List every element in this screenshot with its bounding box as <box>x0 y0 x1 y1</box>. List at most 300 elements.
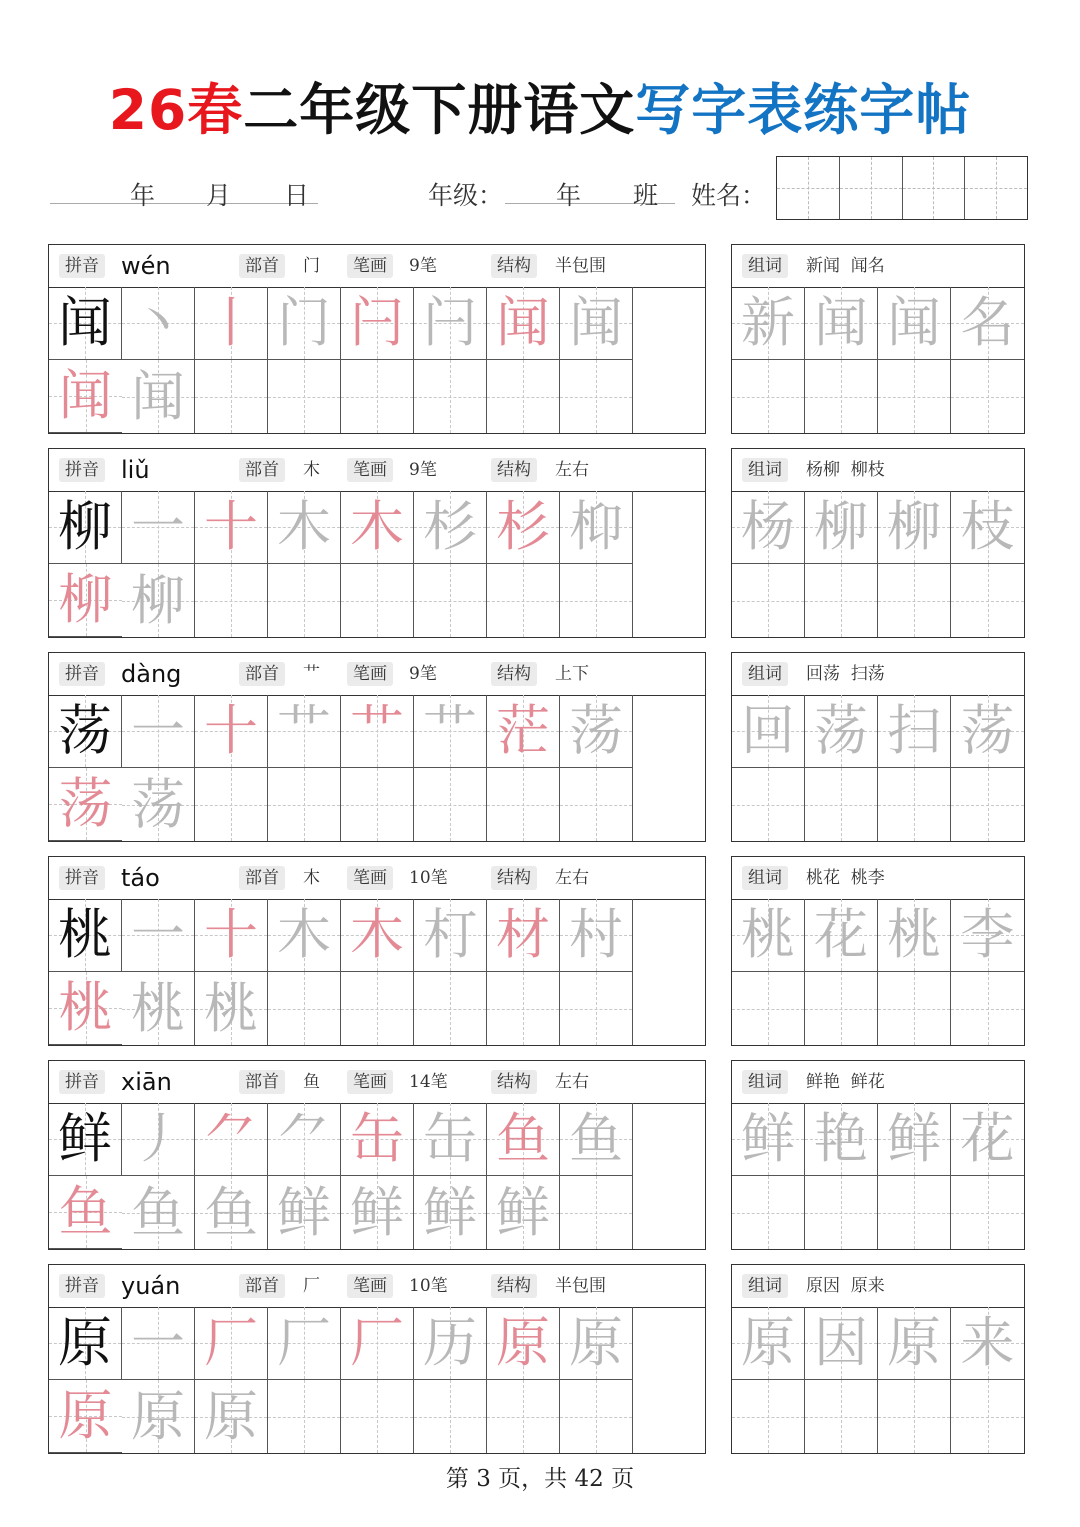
word-info-header <box>732 245 1024 288</box>
stroke-order-step: 艹 <box>350 699 404 762</box>
writing-cell[interactable] <box>414 768 487 841</box>
writing-cell[interactable] <box>268 899 341 972</box>
writing-cell[interactable] <box>560 564 633 637</box>
structure-tag: 结构 <box>491 662 537 686</box>
writing-cell[interactable] <box>268 287 341 360</box>
trace-character: 鲜 <box>496 1180 550 1244</box>
word-block <box>731 244 1025 434</box>
writing-cell[interactable] <box>195 360 268 433</box>
structure-tag: 结构 <box>491 866 537 890</box>
pinyin-tag: 拼音 <box>59 866 105 890</box>
writing-cell[interactable] <box>560 695 633 768</box>
model-character: 原 <box>58 1311 112 1374</box>
writing-cell[interactable] <box>268 360 341 433</box>
writing-cell[interactable] <box>268 1103 341 1176</box>
stroke-order-step: 材 <box>496 903 550 966</box>
word-trace-character: 扫 <box>887 699 941 762</box>
writing-cell[interactable] <box>122 695 195 768</box>
writing-cell[interactable] <box>487 491 560 564</box>
writing-cell[interactable] <box>414 1103 487 1176</box>
writing-cell[interactable] <box>805 695 878 768</box>
stroke-order-step: 闻 <box>58 364 113 427</box>
structure-tag: 结构 <box>491 1070 537 1094</box>
word-trace-character: 枝 <box>960 495 1015 558</box>
stroke-order-step: 木 <box>277 495 331 558</box>
stroke-order-step: 缶 <box>350 1107 404 1170</box>
structure-value: 半包围 <box>555 1276 606 1296</box>
structure-value: 左右 <box>555 460 589 480</box>
stroke-order-step: 杉 <box>423 495 477 558</box>
stroke-order-step: 枊 <box>569 495 623 558</box>
words-tag: 组词 <box>742 254 788 278</box>
words-value: 原因 原来 <box>806 1276 885 1296</box>
stroke-order-step: 丶 <box>131 291 185 354</box>
grade-label: 年级： <box>428 181 504 210</box>
writing-cell[interactable] <box>487 972 560 1045</box>
writing-cell[interactable] <box>341 491 414 564</box>
character-block <box>48 1060 706 1250</box>
tianzige-grid <box>49 899 633 1045</box>
writing-cell[interactable] <box>487 564 560 637</box>
month-label: 月 <box>206 181 232 210</box>
pinyin-tag: 拼音 <box>59 458 105 482</box>
structure-value: 上下 <box>555 664 589 684</box>
trace-character: 桃 <box>204 976 258 1040</box>
strokes-tag: 笔画 <box>347 458 393 482</box>
writing-cell[interactable] <box>732 1176 805 1249</box>
stroke-order-step: 木 <box>277 903 331 966</box>
writing-cell[interactable] <box>122 768 195 841</box>
trace-character: 鱼 <box>204 1180 258 1244</box>
pinyin-value: táo <box>121 864 160 892</box>
structure-value: 左右 <box>555 1072 589 1092</box>
character-info-header <box>49 245 705 288</box>
stroke-order-step: 厂 <box>277 1311 331 1374</box>
trace-character: 鲜 <box>350 1180 404 1244</box>
word-trace-character: 闻 <box>814 291 868 354</box>
writing-cell[interactable] <box>560 491 633 564</box>
stroke-order-step: 一 <box>131 699 185 762</box>
stroke-order-step: 一 <box>131 1311 185 1374</box>
name-cell[interactable] <box>903 157 966 219</box>
writing-cell[interactable] <box>878 1307 951 1380</box>
writing-cell[interactable] <box>268 768 341 841</box>
writing-cell[interactable] <box>195 287 268 360</box>
character-block <box>48 244 706 434</box>
writing-cell[interactable] <box>341 899 414 972</box>
word-grid <box>732 1103 1024 1249</box>
word-trace-character: 艳 <box>814 1107 868 1170</box>
strokes-tag: 笔画 <box>347 662 393 686</box>
model-character: 闻 <box>58 291 112 354</box>
word-trace-character: 原 <box>741 1311 795 1374</box>
word-trace-character: 柳 <box>814 495 868 558</box>
word-block <box>731 1264 1025 1454</box>
class-label: 班 <box>633 181 659 210</box>
word-grid <box>732 695 1024 841</box>
writing-cell[interactable] <box>951 768 1024 841</box>
writing-cell[interactable] <box>951 564 1024 637</box>
word-trace-character: 荡 <box>814 699 868 762</box>
writing-cell[interactable] <box>49 287 122 360</box>
writing-cell[interactable] <box>414 1307 487 1380</box>
writing-cell[interactable] <box>122 972 195 1045</box>
writing-cell[interactable] <box>341 564 414 637</box>
words-value: 回荡 扫荡 <box>806 664 885 684</box>
writing-cell[interactable] <box>878 564 951 637</box>
model-character: 柳 <box>58 495 112 558</box>
writing-cell[interactable] <box>341 972 414 1045</box>
strokes-value: 9笔 <box>409 664 437 684</box>
strokes-value: 10笔 <box>409 868 448 888</box>
word-trace-character: 桃 <box>887 903 941 966</box>
radical-tag: 部首 <box>239 1274 285 1298</box>
stroke-order-step: 艹 <box>423 699 477 762</box>
writing-cell[interactable] <box>732 1103 805 1176</box>
writing-cell[interactable] <box>805 1380 878 1453</box>
writing-cell[interactable] <box>341 287 414 360</box>
title-part-blue: 写字表练字帖 <box>635 78 972 142</box>
pinyin-value: liǔ <box>121 456 150 484</box>
word-block <box>731 448 1025 638</box>
character-block <box>48 652 706 842</box>
writing-cell[interactable] <box>414 360 487 433</box>
writing-cell[interactable] <box>195 564 268 637</box>
writing-cell[interactable] <box>487 768 560 841</box>
tianzige-grid <box>49 695 633 841</box>
word-grid <box>732 899 1024 1045</box>
writing-cell[interactable] <box>195 972 268 1045</box>
word-trace-character: 因 <box>814 1311 868 1374</box>
title-part-black: 二年级下册语文 <box>243 78 636 142</box>
writing-cell[interactable] <box>414 287 487 360</box>
writing-cell[interactable] <box>341 1380 414 1453</box>
writing-cell[interactable] <box>951 1103 1024 1176</box>
radical-value: 鱼 <box>303 1072 320 1092</box>
stroke-order-step: 缶 <box>423 1107 477 1170</box>
stroke-order-step: 柳 <box>58 568 113 631</box>
writing-cell[interactable] <box>878 287 951 360</box>
writing-cell[interactable] <box>805 360 878 433</box>
writing-cell[interactable] <box>951 287 1024 360</box>
word-info-header <box>732 653 1024 696</box>
tianzige-grid <box>49 1307 633 1453</box>
stroke-order-step: 原 <box>569 1311 623 1374</box>
tianzige-grid <box>49 287 633 433</box>
trace-character: 鱼 <box>131 1180 185 1244</box>
character-block <box>48 448 706 638</box>
writing-cell[interactable] <box>487 1103 560 1176</box>
character-info-header <box>49 1265 705 1308</box>
writing-cell[interactable] <box>878 491 951 564</box>
writing-cell[interactable] <box>805 972 878 1045</box>
stroke-order-step: 艹 <box>277 699 331 762</box>
stroke-order-step: 闩 <box>423 291 477 354</box>
writing-cell[interactable] <box>414 1380 487 1453</box>
writing-cell[interactable] <box>414 491 487 564</box>
trace-character: 原 <box>131 1384 185 1448</box>
writing-cell[interactable] <box>268 1176 341 1249</box>
writing-cell[interactable] <box>951 491 1024 564</box>
word-trace-character: 新 <box>741 291 795 354</box>
writing-cell[interactable] <box>49 695 122 768</box>
writing-cell[interactable] <box>487 1380 560 1453</box>
writing-cell[interactable] <box>805 564 878 637</box>
writing-cell[interactable] <box>805 491 878 564</box>
writing-cell[interactable] <box>560 1103 633 1176</box>
writing-cell[interactable] <box>732 1380 805 1453</box>
word-trace-character: 柳 <box>887 495 941 558</box>
structure-tag: 结构 <box>491 458 537 482</box>
character-block <box>48 1264 706 1454</box>
writing-cell[interactable] <box>732 287 805 360</box>
stroke-order-step: 杉 <box>496 495 550 558</box>
model-character: 荡 <box>58 699 112 762</box>
writing-cell[interactable] <box>195 899 268 972</box>
writing-cell[interactable] <box>878 1176 951 1249</box>
word-block <box>731 856 1025 1046</box>
writing-cell[interactable] <box>195 1176 268 1249</box>
writing-cell[interactable] <box>732 768 805 841</box>
pinyin-value: xiān <box>121 1068 172 1096</box>
writing-cell[interactable] <box>951 899 1024 972</box>
writing-cell[interactable] <box>951 972 1024 1045</box>
trace-character: 鲜 <box>277 1180 331 1244</box>
stroke-order-step: 门 <box>277 291 331 354</box>
writing-cell[interactable] <box>487 360 560 433</box>
writing-cell[interactable] <box>732 564 805 637</box>
character-info-header <box>49 449 705 492</box>
words-value: 桃花 桃李 <box>806 868 885 888</box>
writing-cell[interactable] <box>878 1103 951 1176</box>
word-block <box>731 1060 1025 1250</box>
name-writing-box[interactable] <box>776 156 1028 220</box>
writing-cell[interactable] <box>122 287 195 360</box>
writing-cell[interactable] <box>49 899 122 972</box>
writing-cell[interactable] <box>341 360 414 433</box>
radical-value: 木 <box>303 460 320 480</box>
radical-tag: 部首 <box>239 458 285 482</box>
writing-cell[interactable] <box>122 1103 195 1176</box>
writing-cell[interactable] <box>195 491 268 564</box>
stroke-order-step: 十 <box>204 903 258 966</box>
words-tag: 组词 <box>742 662 788 686</box>
stroke-order-step: 丨 <box>204 291 258 354</box>
writing-cell[interactable] <box>268 1380 341 1453</box>
stroke-order-step: 村 <box>569 903 623 966</box>
writing-cell[interactable] <box>122 564 195 637</box>
word-grid <box>732 287 1024 433</box>
writing-cell[interactable] <box>560 287 633 360</box>
pinyin-value: yuán <box>121 1272 181 1300</box>
writing-cell[interactable] <box>560 1176 633 1249</box>
character-info-header <box>49 1061 705 1104</box>
structure-tag: 结构 <box>491 1274 537 1298</box>
stroke-order-step: 闩 <box>350 291 404 354</box>
stroke-order-step: 历 <box>423 1311 477 1374</box>
title-part-red: 26春 <box>108 78 244 142</box>
writing-cell[interactable] <box>878 1380 951 1453</box>
writing-cell[interactable] <box>487 287 560 360</box>
writing-cell[interactable] <box>341 1176 414 1249</box>
stroke-order-step: ⺈ <box>277 1107 331 1170</box>
writing-cell[interactable] <box>195 1380 268 1453</box>
writing-cell[interactable] <box>487 1176 560 1249</box>
name-cell[interactable] <box>777 157 840 219</box>
writing-cell[interactable] <box>560 768 633 841</box>
page-number: 第 3 页，共 42 页 <box>445 1466 635 1492</box>
words-value: 鲜艳 鲜花 <box>806 1072 885 1092</box>
writing-cell[interactable] <box>951 1380 1024 1453</box>
structure-value: 半包围 <box>555 256 606 276</box>
stroke-order-step: 木 <box>350 903 404 966</box>
writing-cell[interactable] <box>49 1380 122 1453</box>
writing-cell[interactable] <box>122 491 195 564</box>
writing-cell[interactable] <box>732 1307 805 1380</box>
name-cell[interactable] <box>840 157 903 219</box>
word-grid <box>732 1307 1024 1453</box>
writing-cell[interactable] <box>268 564 341 637</box>
word-trace-character: 花 <box>814 903 868 966</box>
stroke-order-step: 原 <box>58 1384 113 1447</box>
tianzige-grid <box>49 491 633 637</box>
writing-cell[interactable] <box>122 1307 195 1380</box>
word-info-header <box>732 449 1024 492</box>
writing-cell[interactable] <box>560 1380 633 1453</box>
words-tag: 组词 <box>742 1070 788 1094</box>
strokes-value: 9笔 <box>409 256 437 276</box>
writing-cell[interactable] <box>805 899 878 972</box>
trace-character: 鲜 <box>423 1180 477 1244</box>
strokes-tag: 笔画 <box>347 866 393 890</box>
writing-cell[interactable] <box>195 695 268 768</box>
writing-cell[interactable] <box>560 360 633 433</box>
writing-cell[interactable] <box>268 695 341 768</box>
writing-cell[interactable] <box>878 768 951 841</box>
name-cell[interactable] <box>965 157 1027 219</box>
writing-cell[interactable] <box>560 1307 633 1380</box>
date-underline <box>50 203 318 204</box>
writing-cell[interactable] <box>49 1176 122 1249</box>
writing-cell[interactable] <box>49 768 122 841</box>
writing-cell[interactable] <box>805 768 878 841</box>
tianzige-grid <box>49 1103 633 1249</box>
writing-cell[interactable] <box>732 695 805 768</box>
writing-cell[interactable] <box>951 1307 1024 1380</box>
strokes-tag: 笔画 <box>347 1070 393 1094</box>
writing-cell[interactable] <box>487 899 560 972</box>
writing-cell[interactable] <box>341 1103 414 1176</box>
writing-cell[interactable] <box>805 1176 878 1249</box>
writing-cell[interactable] <box>49 564 122 637</box>
writing-cell[interactable] <box>341 1307 414 1380</box>
writing-cell[interactable] <box>414 695 487 768</box>
writing-cell[interactable] <box>122 899 195 972</box>
writing-cell[interactable] <box>878 899 951 972</box>
stroke-order-step: 一 <box>131 495 185 558</box>
writing-cell[interactable] <box>268 491 341 564</box>
writing-cell[interactable] <box>122 360 195 433</box>
stroke-order-step: 木 <box>350 495 404 558</box>
writing-cell[interactable] <box>951 1176 1024 1249</box>
writing-cell[interactable] <box>560 972 633 1045</box>
words-tag: 组词 <box>742 866 788 890</box>
strokes-tag: 笔画 <box>347 254 393 278</box>
word-trace-character: 桃 <box>741 903 795 966</box>
writing-cell[interactable] <box>49 1307 122 1380</box>
radical-value: 艹 <box>303 664 320 684</box>
writing-cell[interactable] <box>951 695 1024 768</box>
writing-cell[interactable] <box>49 972 122 1045</box>
writing-cell[interactable] <box>49 491 122 564</box>
words-tag: 组词 <box>742 1274 788 1298</box>
strokes-tag: 笔画 <box>347 1274 393 1298</box>
writing-cell[interactable] <box>805 287 878 360</box>
stroke-order-step: 鱼 <box>58 1180 113 1243</box>
stroke-order-step: 十 <box>204 699 258 762</box>
writing-cell[interactable] <box>268 1307 341 1380</box>
word-grid <box>732 491 1024 637</box>
writing-cell[interactable] <box>560 899 633 972</box>
writing-cell[interactable] <box>878 972 951 1045</box>
trace-character: 原 <box>204 1384 258 1448</box>
writing-cell[interactable] <box>122 1380 195 1453</box>
word-trace-character: 李 <box>960 903 1015 966</box>
grade-year-label: 年 <box>556 181 582 210</box>
character-info-header <box>49 857 705 900</box>
writing-cell[interactable] <box>414 1176 487 1249</box>
stroke-order-step: 荡 <box>569 699 623 762</box>
writing-cell[interactable] <box>341 695 414 768</box>
writing-cell[interactable] <box>487 1307 560 1380</box>
writing-cell[interactable] <box>414 972 487 1045</box>
trace-character: 柳 <box>131 568 185 632</box>
pinyin-tag: 拼音 <box>59 1274 105 1298</box>
writing-cell[interactable] <box>122 1176 195 1249</box>
writing-cell[interactable] <box>487 695 560 768</box>
writing-cell[interactable] <box>732 360 805 433</box>
writing-cell[interactable] <box>49 1103 122 1176</box>
writing-cell[interactable] <box>49 360 122 433</box>
writing-cell[interactable] <box>805 1103 878 1176</box>
writing-cell[interactable] <box>195 768 268 841</box>
stroke-order-step: 鱼 <box>496 1107 550 1170</box>
writing-cell[interactable] <box>732 972 805 1045</box>
stroke-order-step: 丿 <box>131 1107 185 1170</box>
word-info-header <box>732 1265 1024 1308</box>
radical-value: 门 <box>303 256 320 276</box>
stroke-order-step: 朾 <box>423 903 477 966</box>
structure-tag: 结构 <box>491 254 537 278</box>
writing-cell[interactable] <box>268 972 341 1045</box>
writing-cell[interactable] <box>732 491 805 564</box>
writing-cell[interactable] <box>951 360 1024 433</box>
stroke-order-step: 荡 <box>58 772 113 835</box>
writing-cell[interactable] <box>195 1307 268 1380</box>
writing-cell[interactable] <box>341 768 414 841</box>
word-trace-character: 来 <box>960 1311 1015 1374</box>
writing-cell[interactable] <box>878 695 951 768</box>
writing-cell[interactable] <box>195 1103 268 1176</box>
stroke-order-step: 桃 <box>58 976 113 1039</box>
writing-cell[interactable] <box>732 899 805 972</box>
writing-cell[interactable] <box>878 360 951 433</box>
model-character: 鲜 <box>58 1107 112 1170</box>
word-block <box>731 652 1025 842</box>
writing-cell[interactable] <box>414 899 487 972</box>
writing-cell[interactable] <box>805 1307 878 1380</box>
writing-cell[interactable] <box>414 564 487 637</box>
